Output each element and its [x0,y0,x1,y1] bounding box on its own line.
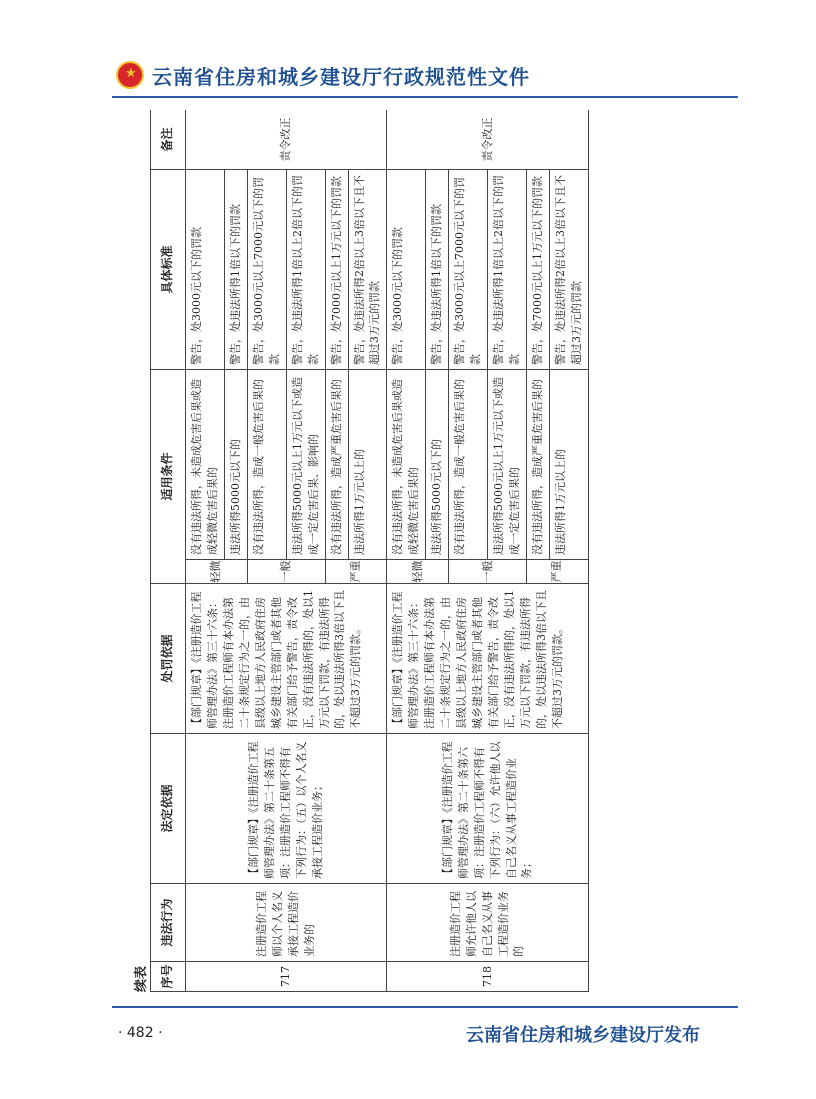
col-header-note: 备注 [151,110,186,169]
severity-level-cell: 轻微 [186,560,248,584]
footer-publisher: 云南省住房和城乡建设厅发布 [466,1025,700,1046]
standard-cell: 警告，处违法所得2倍以上3倍以下且不超过3万元的罚款 [348,169,387,369]
document-header [116,60,530,90]
table-row [387,110,426,992]
header-rule [112,96,738,98]
condition-cell: 违法所得5000元以下的 [224,369,247,559]
standard-cell: 警告，处7000元以上1万元以下的罚款 [526,169,549,369]
severity-level-cell: 一般 [247,560,325,584]
standard-cell: 警告，处违法所得1倍以下的罚款 [426,169,449,369]
condition-cell: 违法所得5000元以上1万元以下或造成一定危害后果的 [488,369,527,559]
table-row [186,110,225,992]
severity-level-cell: 一般 [449,560,527,584]
row-number: 717 [186,962,387,992]
condition-cell: 违法所得1万元以上的 [348,369,387,559]
severity-level-cell: 严重 [526,560,588,584]
footer-rule [112,1006,738,1008]
col-header-penalty-basis: 处罚依据 [151,584,186,734]
page-number: · 482 · [118,1025,163,1041]
standard-cell: 警告，处3000元以下的罚款 [186,169,225,369]
col-header-legal-basis: 法定依据 [151,734,186,884]
standard-cell: 警告，处违法所得1倍以下的罚款 [224,169,247,369]
standard-cell: 警告，处违法所得1倍以上2倍以下的罚款 [286,169,325,369]
condition-cell: 没有违法所得，造成一般危害后果的 [247,369,286,559]
violation-cell: 注册造价工程师允许他人以自己名义从事工程造价业务的 [387,884,588,962]
standard-cell: 警告，处7000元以上1万元以下的罚款 [325,169,348,369]
violation-cell: 注册造价工程师以个人名义承接工程造价业务的 [186,884,387,962]
penalty-basis-cell: 【部门规章】《注册造价工程师管理办法》第三十六条：注册造价工程师有本办法第二十条规定行为之一的，由县级以上地方人民政府住房城乡建设主管部门或者其他有关部门给予警告，责令改正，没有违法所得的，处以1万元以下罚款，有违法所得的，处以违法所得3倍以下且不超过3万元的罚款。 [387,584,588,734]
note-cell: 责令改正 [387,110,588,169]
note-cell: 责令改正 [186,110,387,169]
col-header-condition: 适用条件 [151,369,186,583]
row-number: 718 [387,962,588,992]
severity-level-cell: 严重 [325,560,387,584]
standard-cell: 警告，处违法所得2倍以上3倍以下且不超过3万元的罚款 [549,169,588,369]
condition-cell: 没有违法所得，造成一般危害后果的 [449,369,488,559]
condition-cell: 没有违法所得，未造成危害后果或造成轻微危害后果的 [387,369,426,559]
col-header-violation: 违法行为 [151,884,186,962]
continued-label: 续表 [134,965,149,992]
rotated-content [130,110,740,992]
condition-cell: 违法所得5000元以上1万元以下或造成一定危害后果、影响的 [286,369,325,559]
standard-cell: 警告，处3000元以上7000元以下的罚款 [247,169,286,369]
standard-cell: 警告，处3000元以下的罚款 [387,169,426,369]
rotated-table-area [130,110,740,992]
col-header-standard: 具体标准 [151,169,186,369]
standard-cell: 警告，处3000元以上7000元以下的罚款 [449,169,488,369]
legal-basis-cell: 【部门规章】《注册造价工程师管理办法》第二十条第六项：注册造价工程师不得有下列行为：（六）允许他人以自己名义从事工程造价业务； [387,734,588,884]
col-header-no: 序号 [151,962,186,992]
condition-cell: 没有违法所得，未造成危害后果或造成轻微危害后果的 [186,369,225,559]
legal-basis-cell: 【部门规章】《注册造价工程师管理办法》第二十条第五项：注册造价工程师不得有下列行为：（五）以个人名义承接工程造价业务； [186,734,387,884]
penalty-basis-cell: 【部门规章】《注册造价工程师管理办法》第三十六条：注册造价工程师有本办法第二十条规定行为之一的，由县级以上地方人民政府住房城乡建设主管部门或者其他有关部门给予警告，责令改正，没有违法所得的，处以1万元以下罚款，有违法所得的，处以违法所得3倍以下且不超过3万元的罚款。 [186,584,387,734]
condition-cell: 违法所得1万元以上的 [549,369,588,559]
national-emblem-icon [116,61,144,89]
condition-cell: 没有违法所得，造成严重危害后果的 [325,369,348,559]
penalty-standards-table [150,110,589,992]
condition-cell: 没有违法所得，造成严重危害后果的 [526,369,549,559]
header-title: 云南省住房和城乡建设厅行政规范性文件 [152,64,530,89]
condition-cell: 违法所得5000元以下的 [426,369,449,559]
table-header-row [151,110,186,992]
standard-cell: 警告，处违法所得1倍以上2倍以下的罚款 [488,169,527,369]
severity-level-cell: 轻微 [387,560,449,584]
